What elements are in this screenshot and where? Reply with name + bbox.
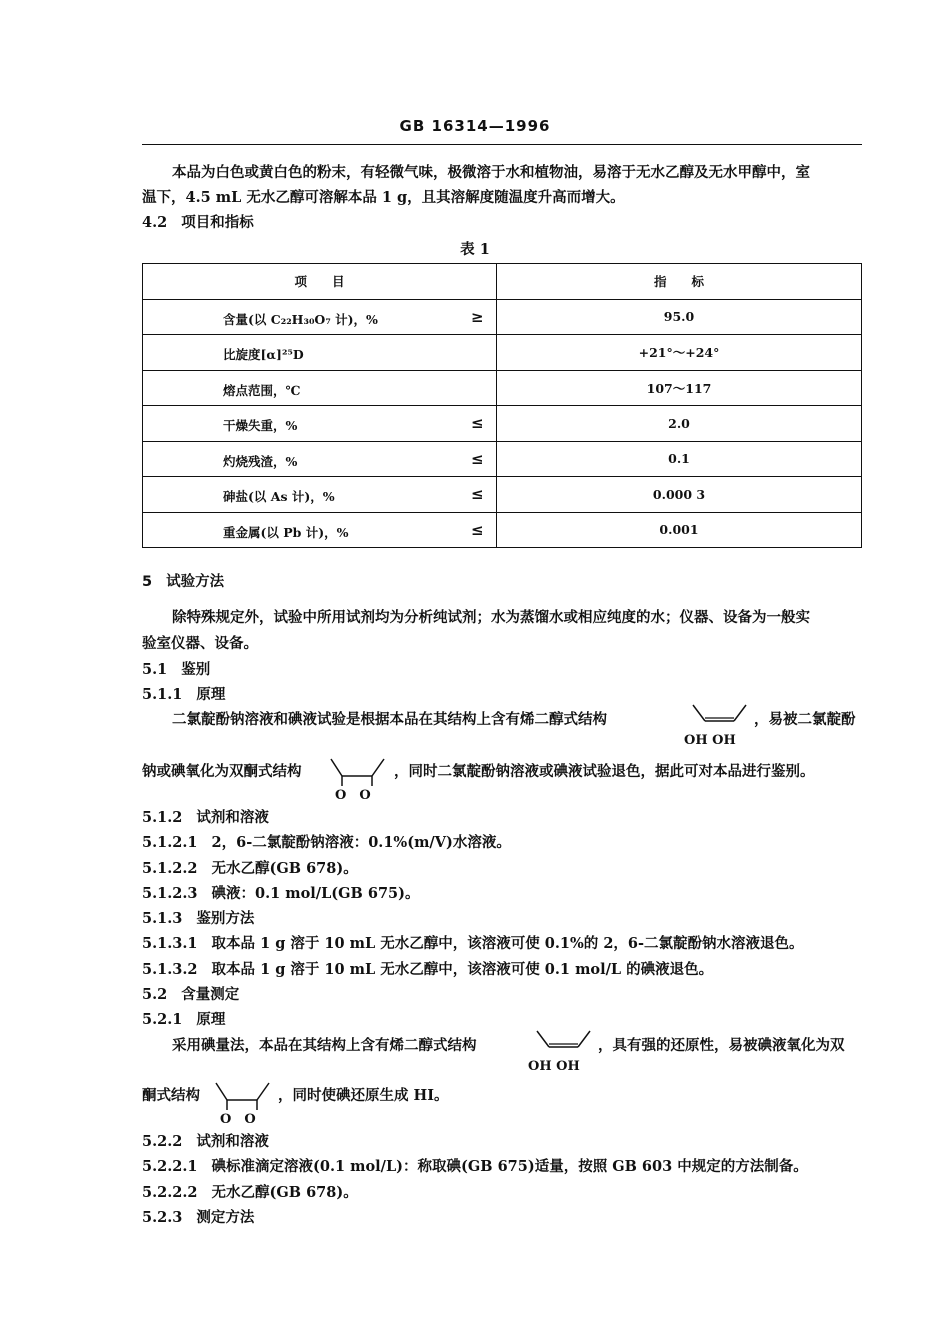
clause-5-2-2-1	[142, 1155, 808, 1176]
item-cell	[143, 512, 497, 548]
principle-line-3a: 采用碘量法，本品在其结构上含有烯二醇式结构	[172, 1037, 477, 1054]
section-title: 鉴别方法	[196, 910, 255, 927]
section-title: 测定方法	[196, 1209, 255, 1226]
comparison-symbol: ≥	[471, 307, 484, 326]
section-title: 项目和指标	[181, 214, 254, 231]
clause-number: 5.1.3.1	[142, 935, 198, 952]
section-title: 原理	[196, 1011, 226, 1028]
intro-line-1: 本品为白色或黄白色的粉末，有轻微气味，极微溶于水和植物油，易溶于无水乙醇及无水甲醇中，室	[172, 164, 810, 181]
section-5-1-3-heading	[142, 907, 254, 928]
item-name: 灼烧残渣，%	[223, 453, 298, 469]
item-cell	[143, 477, 497, 513]
clause-5-1-3-2	[142, 958, 713, 979]
section-title: 试验方法	[166, 574, 225, 590]
item-name: 含量(以 C₂₂H₃₀O₇ 计)，%	[223, 311, 378, 327]
section-5-1-2-heading	[142, 806, 269, 827]
section-5-2-1-heading	[142, 1008, 225, 1029]
section-title: 试剂和溶液	[196, 809, 269, 826]
diketone-structure-1	[328, 756, 388, 802]
section-number: 5.2	[142, 986, 168, 1003]
column-header-item: 项 目	[143, 264, 497, 300]
value-cell: 0.1	[497, 441, 862, 477]
clause-5-1-3-1	[142, 932, 804, 953]
clause-text: 碘标准滴定溶液(0.1 mol/L)：称取碘(GB 675)适量，按照 GB 603 中规定的方法制备。	[211, 1158, 808, 1175]
column-header-index: 指 标	[497, 264, 862, 300]
section-number: 5.1.3	[142, 910, 183, 927]
enediol-diagram	[534, 1028, 594, 1058]
item-name: 重金属(以 Pb 计)，%	[223, 524, 349, 540]
section-5-1-heading	[142, 658, 210, 679]
item-cell	[143, 441, 497, 477]
standard-header: GB 16314—1996	[399, 117, 551, 135]
section-5-intro-line-1: 除特殊规定外，试验中所用试剂均为分析纯试剂；水为蒸馏水或相应纯度的水；仪器、设备为一般实	[172, 609, 810, 626]
table-row	[143, 441, 862, 477]
clause-5-1-2-2	[142, 857, 358, 878]
section-number: 5.1.1	[142, 686, 183, 703]
section-5-intro-line-2: 验室仪器、设备。	[142, 635, 258, 652]
section-number: 5.1.2	[142, 809, 183, 826]
item-name: 熔点范围，℃	[223, 382, 301, 398]
value-cell: 95.0	[497, 299, 862, 335]
table-row	[143, 477, 862, 513]
enediol-structure-1	[684, 702, 750, 748]
section-number: 4.2	[142, 214, 168, 231]
section-title: 鉴别	[181, 661, 211, 678]
table-caption: 表 1	[460, 241, 490, 258]
principle-line-1b: ，易被二氯靛酚	[754, 711, 856, 728]
value-cell: 0.000 3	[497, 477, 862, 513]
section-5-1-1-heading	[142, 683, 225, 704]
table-row	[143, 335, 862, 371]
clause-number: 5.1.3.2	[142, 961, 198, 978]
clause-number: 5.2.2.1	[142, 1158, 198, 1175]
value-cell: 2.0	[497, 406, 862, 442]
principle-line-2b: ，同时二氯靛酚钠溶液或碘液试验退色，据此可对本品进行鉴别。	[394, 763, 815, 780]
comparison-symbol: ≤	[471, 449, 484, 468]
hydroxyl-label: OH OH	[528, 1059, 580, 1074]
clause-text: 取本品 1 g 溶于 10 mL 无水乙醇中，该溶液可使 0.1%的 2，6-二氯靛酚钠水溶液退色。	[211, 935, 804, 952]
clause-5-1-2-1	[142, 831, 511, 852]
section-5-heading	[142, 570, 224, 591]
section-number: 5.2.2	[142, 1133, 183, 1150]
section-number: 5.1	[142, 661, 168, 678]
clause-number: 5.1.2.2	[142, 860, 198, 877]
value-cell: +21°～+24°	[497, 335, 862, 371]
oxygen-label: O O	[335, 788, 371, 803]
diketone-diagram	[213, 1080, 273, 1110]
diketone-structure-2	[213, 1080, 273, 1126]
section-5-2-3-heading	[142, 1206, 254, 1227]
comparison-symbol: ≤	[471, 414, 484, 432]
spec-table	[142, 263, 862, 548]
table-header-row	[143, 264, 862, 300]
item-cell	[143, 370, 497, 406]
clause-text: 取本品 1 g 溶于 10 mL 无水乙醇中，该溶液可使 0.1 mol/L 的碘液退色。	[211, 961, 714, 978]
value-cell: 107～117	[497, 370, 862, 406]
clause-number: 5.1.2.3	[142, 885, 198, 902]
clause-5-2-2-2	[142, 1181, 358, 1202]
section-5-2-heading	[142, 983, 239, 1004]
principle-line-3b: ，具有强的还原性，易被碘液氧化为双	[598, 1037, 845, 1054]
header-rule	[142, 144, 862, 145]
item-cell	[143, 335, 497, 371]
item-cell	[143, 299, 497, 335]
comparison-symbol: ≤	[471, 520, 484, 539]
oxygen-label: O O	[220, 1112, 256, 1127]
section-5-2-2-heading	[142, 1130, 269, 1151]
item-name: 比旋度[α]²⁵D	[223, 347, 304, 362]
table-row	[143, 370, 862, 406]
principle-line-2a: 钠或碘氧化为双酮式结构	[142, 763, 302, 780]
clause-number: 5.1.2.1	[142, 834, 198, 851]
section-number: 5	[142, 574, 153, 590]
enediol-diagram	[690, 702, 750, 732]
section-4-2-heading	[142, 211, 254, 232]
item-cell	[143, 406, 497, 442]
hydroxyl-label: OH OH	[684, 733, 736, 748]
comparison-symbol: ≤	[471, 485, 484, 503]
section-title: 原理	[196, 686, 226, 703]
principle-line-1a: 二氯靛酚钠溶液和碘液试验是根据本品在其结构上含有烯二醇式结构	[172, 711, 607, 728]
clause-text: 2，6-二氯靛酚钠溶液：0.1%(m/V)水溶液。	[211, 834, 511, 851]
section-title: 试剂和溶液	[196, 1133, 269, 1150]
clause-5-1-2-3	[142, 882, 419, 903]
intro-line-2: 温下，4.5 mL 无水乙醇可溶解本品 1 g，且其溶解度随温度升高而增大。	[142, 189, 625, 206]
principle-line-4a: 酮式结构	[142, 1087, 200, 1104]
value-cell: 0.001	[497, 512, 862, 548]
table-row	[143, 512, 862, 548]
section-number: 5.2.3	[142, 1209, 183, 1226]
table-row	[143, 299, 862, 335]
item-name: 砷盐(以 As 计)，%	[223, 489, 335, 504]
clause-text: 无水乙醇(GB 678)。	[211, 860, 358, 877]
section-number: 5.2.1	[142, 1011, 183, 1028]
section-title: 含量测定	[181, 986, 240, 1003]
clause-text: 碘液：0.1 mol/L(GB 675)。	[211, 885, 420, 902]
clause-number: 5.2.2.2	[142, 1184, 198, 1201]
item-name: 干燥失重，%	[223, 418, 298, 433]
table-row	[143, 406, 862, 442]
diketone-diagram	[328, 756, 388, 786]
principle-line-4b: ，同时使碘还原生成 HI。	[278, 1087, 449, 1104]
clause-text: 无水乙醇(GB 678)。	[211, 1184, 358, 1201]
enediol-structure-2	[528, 1028, 594, 1074]
